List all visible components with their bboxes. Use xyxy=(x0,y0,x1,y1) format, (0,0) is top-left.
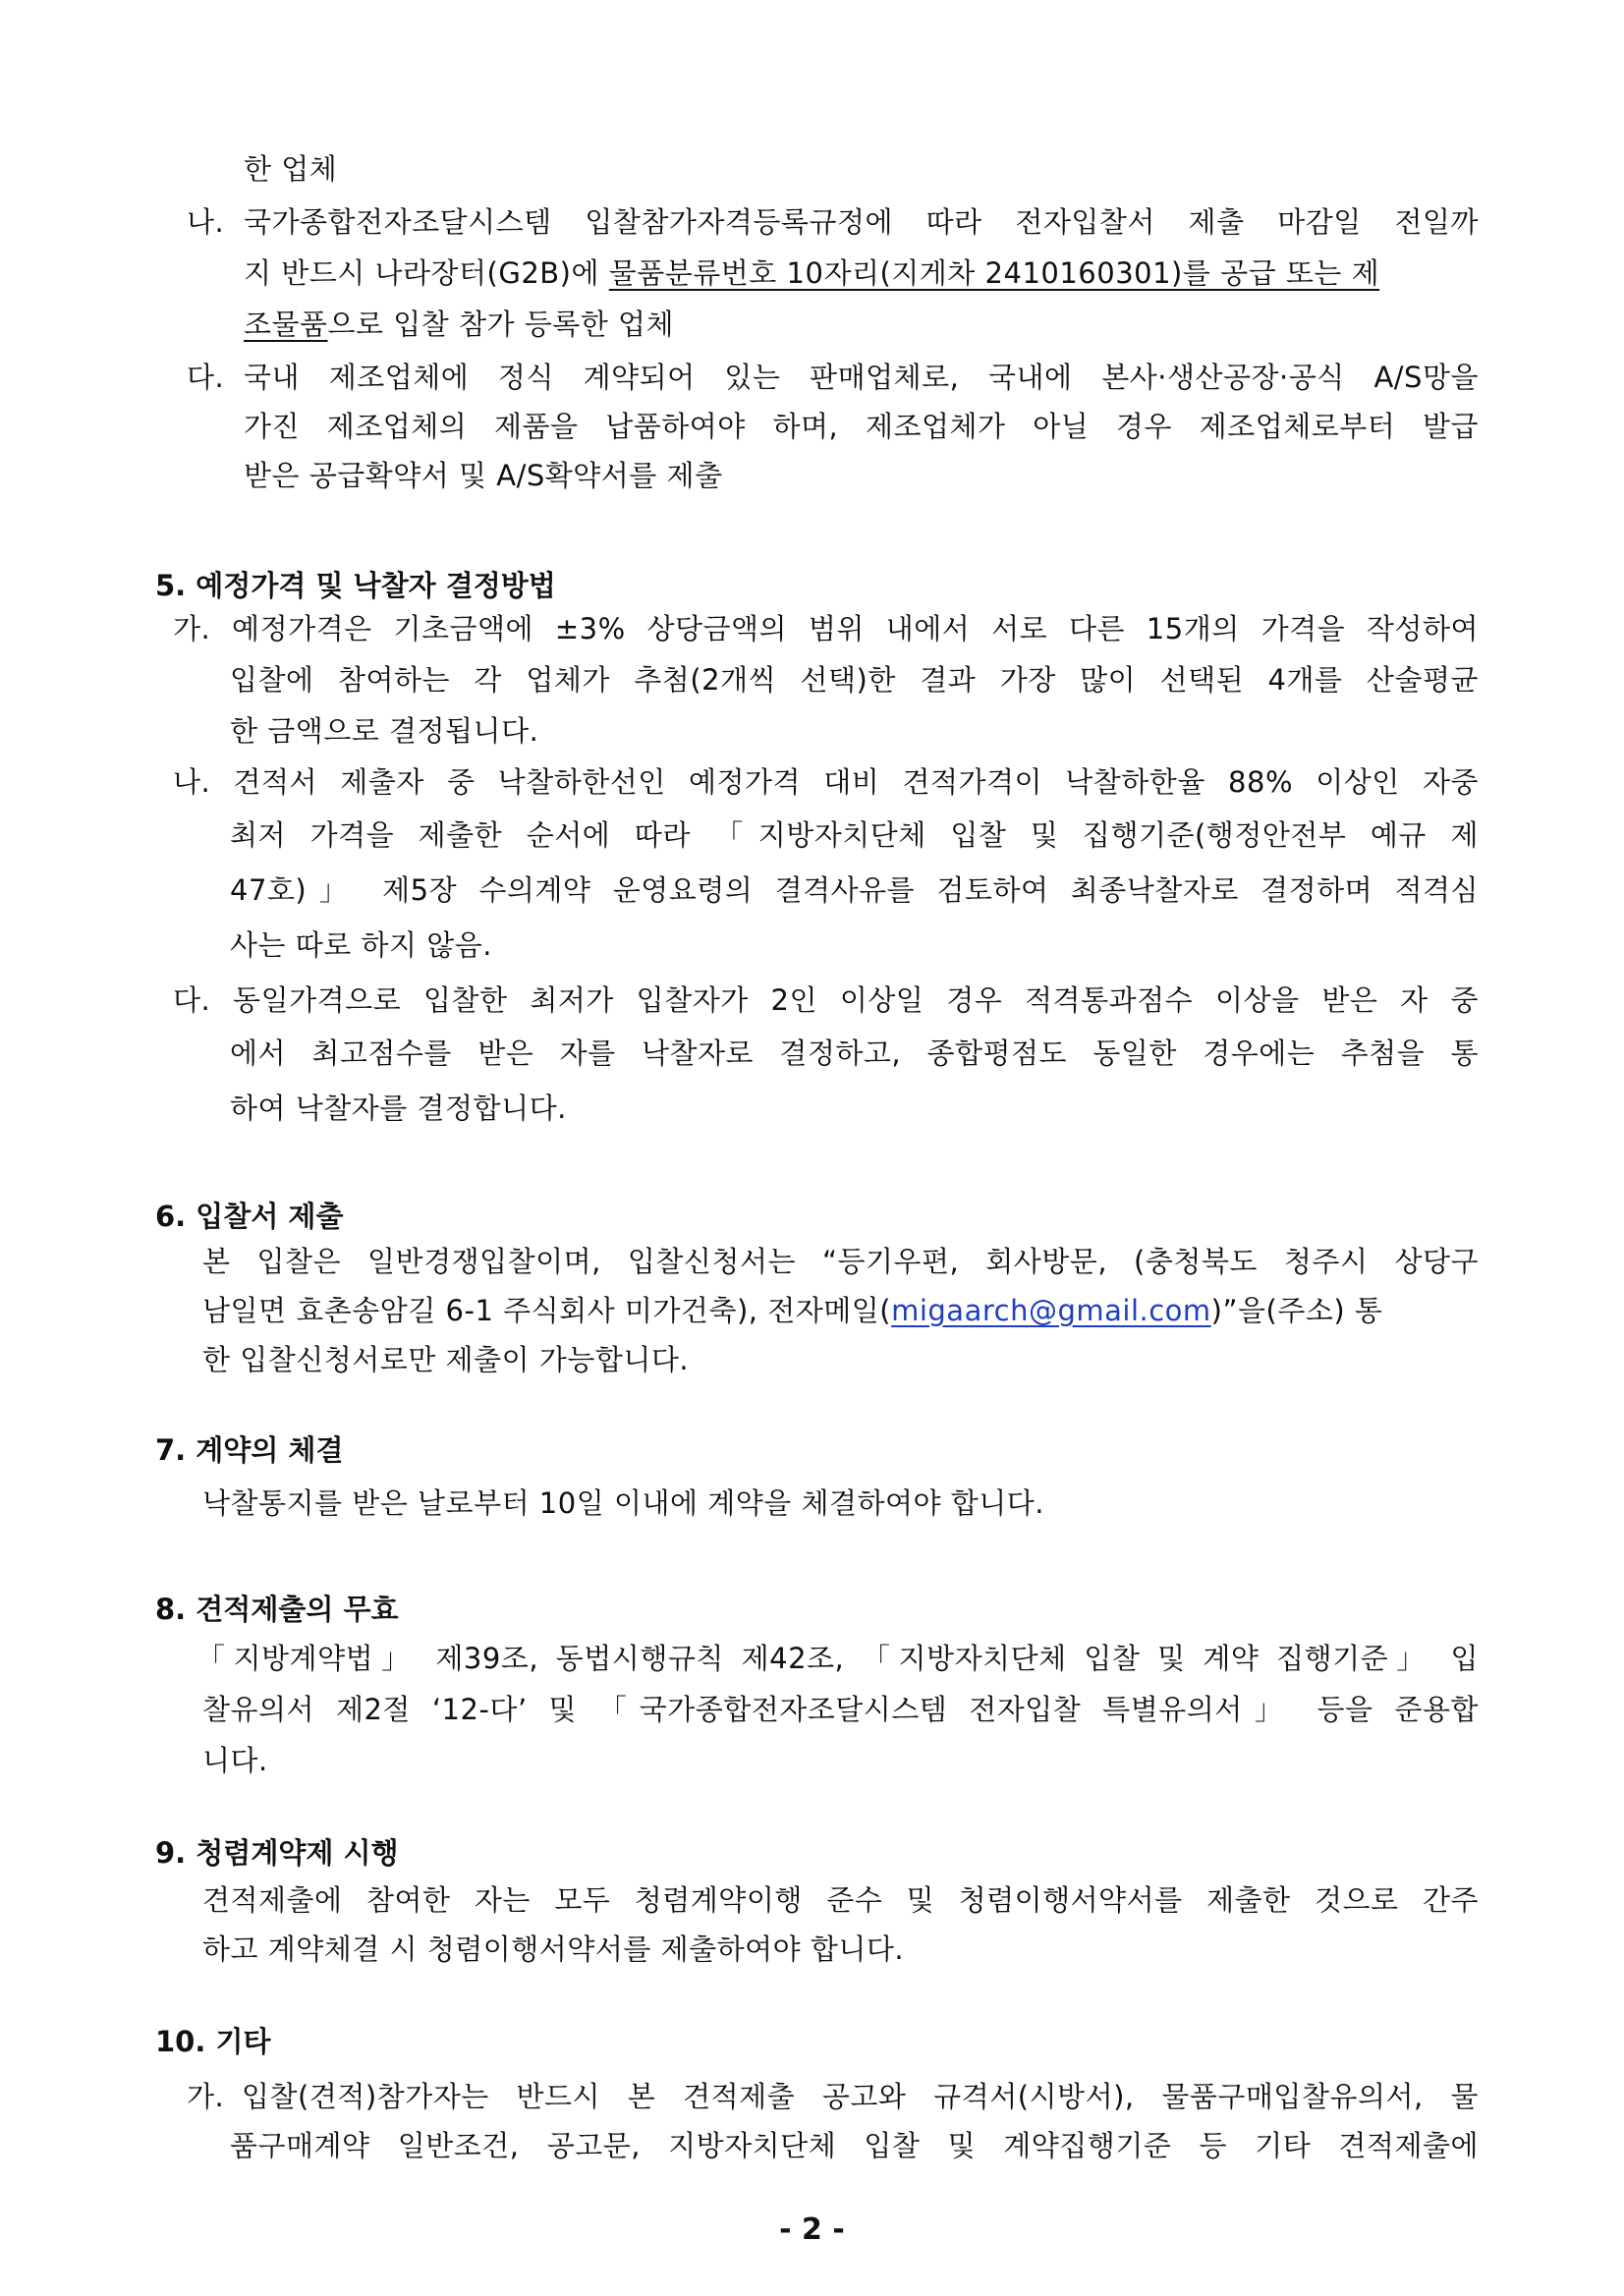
s5-na-line4: 사는 따로 하지 않음. xyxy=(230,928,492,962)
s9-line1: 견적제출에 참여한 자는 모두 청렴계약이행 준수 및 청렴이행서약서를 제출한 것으로 간주 xyxy=(202,1883,1479,1917)
s5-na-line1: 나. 견적서 제출자 중 낙찰하한선인 예정가격 대비 견적가격이 낙찰하한율 88% 이상인 자중 xyxy=(173,765,1479,799)
s10-ga-label: 가. xyxy=(187,2080,225,2113)
s4-na-line3-text: 으로 입찰 참가 등록한 업체 xyxy=(327,308,675,341)
s4-na-line2-text: 지 반드시 나라장터(G2B)에 xyxy=(244,256,609,290)
s4-na-line2 xyxy=(244,253,1479,293)
s5-heading: 5. 예정가격 및 낙찰자 결정방법 xyxy=(155,569,556,602)
s5-ga-line1: 가. 예정가격은 기초금액에 ±3% 상당금액의 범위 내에서 서로 다른 15개의 가격을 작성하여 xyxy=(173,612,1479,645)
s6-line2-text xyxy=(202,1291,1382,1330)
s9-line2: 하고 계약체결 시 청렴이행서약서를 제출하여야 합니다. xyxy=(202,1932,905,1966)
page-number: - 2 - xyxy=(779,2212,845,2247)
s10-heading: 10. 기타 xyxy=(155,2025,271,2058)
s5-da-line1: 다. 동일가격으로 입찰한 최저가 입찰자가 2인 이상일 경우 적격통과점수 이상을 받은 자 중 xyxy=(173,983,1479,1017)
s4-da-line1: 국내 제조업체에 정식 계약되어 있는 판매업체로, 국내에 본사·생산공장·공식 A/S망을 xyxy=(244,361,1479,394)
s6-line2 xyxy=(202,1291,1479,1330)
s9-heading: 9. 청렴계약제 시행 xyxy=(155,1836,399,1870)
s10-ga-line2: 품구매계약 일반조건, 공고문, 지방자치단체 입찰 및 계약집행기준 등 기타 견적제출에 xyxy=(230,2129,1479,2162)
s6-line2-suffix: )”을(주소) 통 xyxy=(1210,1294,1383,1327)
s7-line1: 낙찰통지를 받은 날로부터 10일 이내에 계약을 체결하여야 합니다. xyxy=(202,1486,1045,1520)
s5-ga-line3: 한 금액으로 결정됩니다. xyxy=(230,714,539,748)
s4-na-item-code: 물품분류번호 10자리(지게차 2410160301)를 공급 또는 제 xyxy=(608,256,1380,290)
s4-na-manufactured: 조물품 xyxy=(244,308,328,341)
email-link[interactable]: migaarch@gmail.com xyxy=(891,1294,1211,1327)
s6-line1: 본 입찰은 일반경쟁입찰이며, 입찰신청서는 “등기우편, 회사방문, (충청북도 청주시 상당구 xyxy=(202,1245,1479,1278)
s4-na-line3 xyxy=(244,305,674,344)
s6-line3: 한 입찰신청서로만 제출이 가능합니다. xyxy=(202,1343,690,1376)
s5-da-line2: 에서 최고점수를 받은 자를 낙찰자로 결정하고, 종합평점도 동일한 경우에는 추첨을 통 xyxy=(230,1036,1479,1070)
s8-line3: 니다. xyxy=(202,1744,268,1777)
s5-da-line3: 하여 낙찰자를 결정합니다. xyxy=(230,1092,567,1125)
s8-heading: 8. 견적제출의 무효 xyxy=(155,1593,399,1626)
s6-line2-prefix: 남일면 효촌송암길 6-1 주식회사 미가건축), 전자메일( xyxy=(202,1294,892,1327)
s6-heading: 6. 입찰서 제출 xyxy=(155,1200,344,1233)
s5-ga-line2: 입찰에 참여하는 각 업체가 추첨(2개씩 선택)한 결과 가장 많이 선택된 4개를 산술평균 xyxy=(230,663,1479,697)
s8-line2: 찰유의서 제2절 ‘12-다’ 및 「국가종합전자조달시스템 전자입찰 특별유의서」 등을 준용합 xyxy=(202,1693,1479,1726)
s4-da-line3: 받은 공급확약서 및 A/S확약서를 제출 xyxy=(244,459,723,492)
s4-na-label: 나. xyxy=(187,205,225,239)
s4-da-label: 다. xyxy=(187,361,225,394)
s5-na-line2: 최저 가격을 제출한 순서에 따라 「지방자치단체 입찰 및 집행기준(행정안전부 예규 제 xyxy=(230,818,1479,852)
s4-na-line1: 국가종합전자조달시스템 입찰참가자격등록규정에 따라 전자입찰서 제출 마감일 전일까 xyxy=(244,205,1479,239)
s10-ga-line1: 입찰(견적)참가자는 반드시 본 견적제출 공고와 규격서(시방서), 물품구매입찰유의서, 물 xyxy=(242,2080,1479,2113)
s7-heading: 7. 계약의 체결 xyxy=(155,1433,344,1467)
s4-da-line2: 가진 제조업체의 제품을 납품하여야 하며, 제조업체가 아닐 경우 제조업체로부터 발급 xyxy=(244,410,1479,443)
s5-na-line3: 47호)」 제5장 수의계약 운영요령의 결격사유를 검토하여 최종낙찰자로 결정하며 적격심 xyxy=(230,873,1479,907)
s4-continuation: 한 업체 xyxy=(244,152,338,186)
s8-line1: 「지방계약법」 제39조, 동법시행규칙 제42조, 「지방자치단체 입찰 및 계약 집행기준」 입 xyxy=(196,1642,1479,1675)
